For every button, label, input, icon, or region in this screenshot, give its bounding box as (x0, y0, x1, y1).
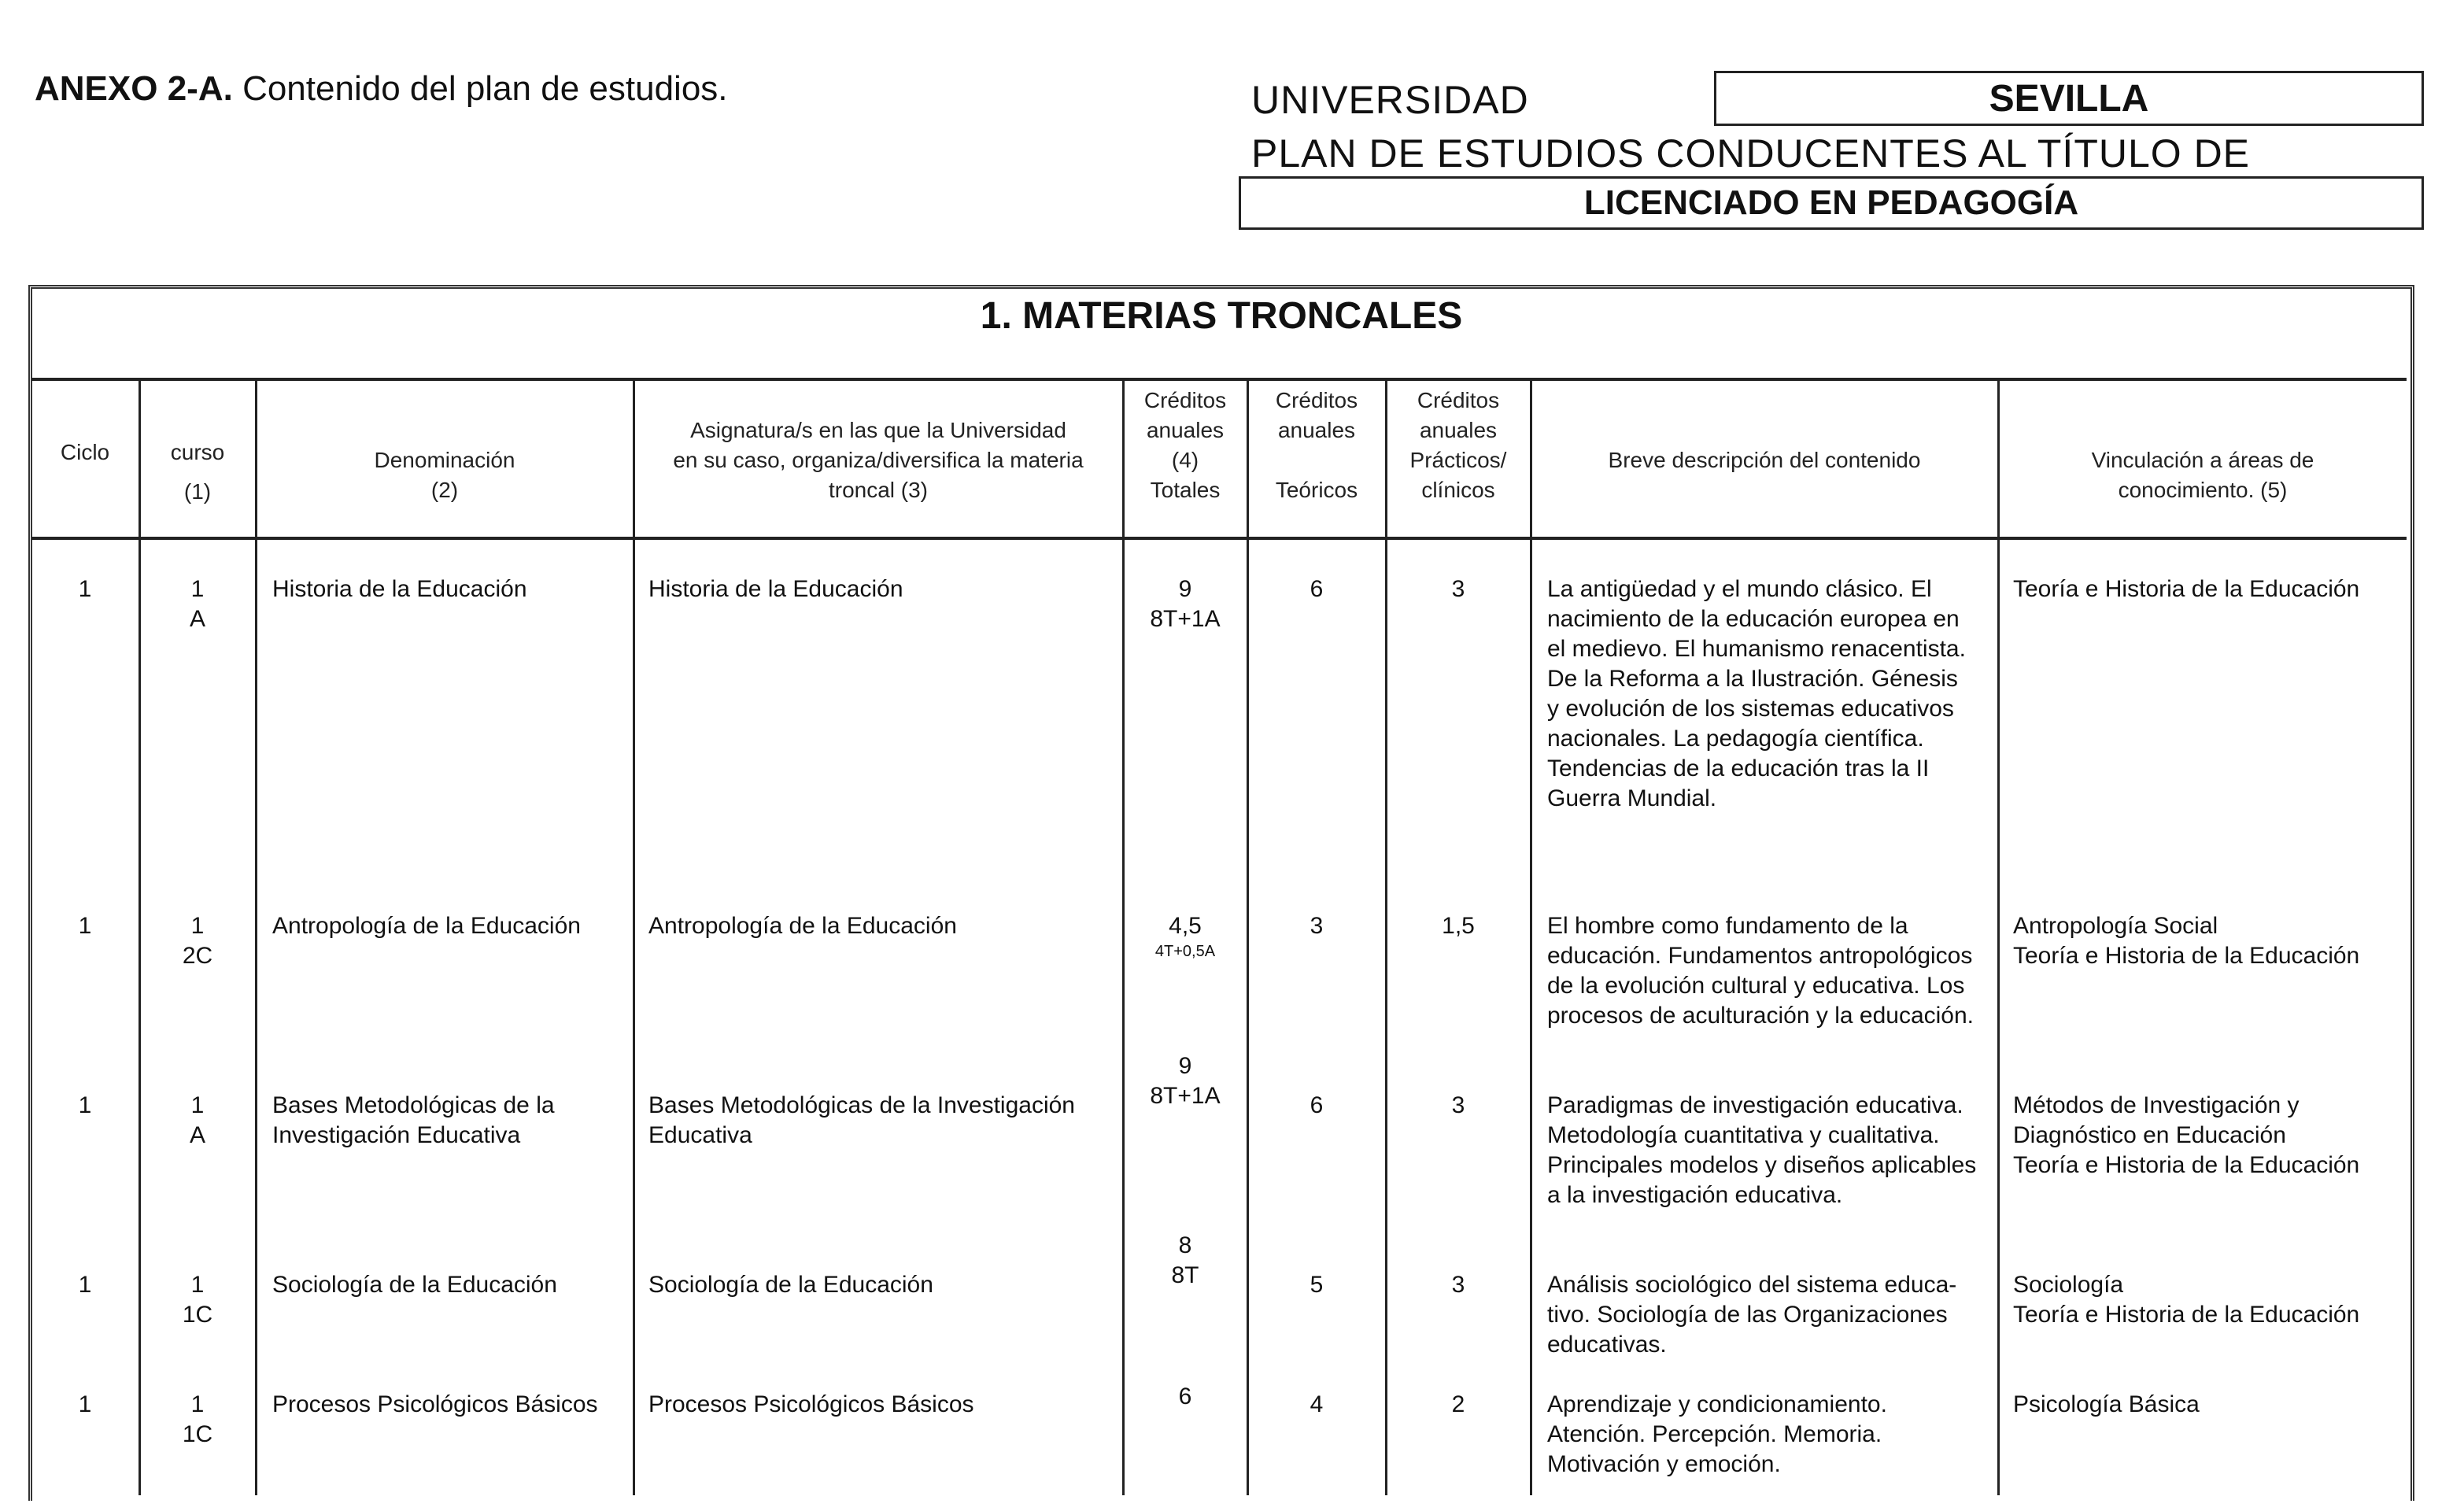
col-header-line: Créditos (1143, 388, 1227, 412)
cell-line: Educativa (648, 1122, 752, 1148)
header-bottom-rule (31, 537, 2407, 540)
cell-curso (140, 574, 255, 634)
cell-line: El hombre como fundamento de la (1547, 913, 1908, 939)
col-header-line: Totales (1150, 478, 1221, 502)
cell-line: procesos de aculturación y la educación. (1547, 1003, 1974, 1029)
cell-line: nacionales. La pedagogía científica. (1547, 726, 1924, 752)
cell-curso (140, 1390, 255, 1450)
cell-teoricos: 6 (1310, 576, 1324, 602)
annex-text: Contenido del plan de estudios. (242, 69, 728, 108)
col-header-line: en su caso, organiza/diversifica la materia (673, 448, 1084, 472)
cell-ciclo: 1 (78, 1391, 92, 1417)
cell-line: 8T (1171, 1262, 1199, 1288)
cell-vinculacion (2013, 911, 2399, 971)
cell-line: 4,5 (1169, 913, 1202, 939)
col-header-line: anuales (1277, 418, 1356, 442)
cell-denominacion (272, 1091, 623, 1151)
annex-label: ANEXO 2-A. (35, 69, 233, 108)
cell-ciclo: 1 (78, 1092, 92, 1118)
cell-line: Diagnóstico en Educación (2013, 1122, 2286, 1148)
plan-label: PLAN DE ESTUDIOS CONDUCENTES AL TÍTULO DE (1251, 131, 2251, 175)
cell-vinculacion (2013, 1270, 2399, 1330)
cell-line: y evolución de los sistemas educativos (1547, 696, 1954, 722)
cell-line: Análisis sociológico del sistema educa- (1547, 1272, 1957, 1298)
cell-line: 4T+0,5A (1154, 943, 1216, 960)
cell-line: Teoría e Historia de la Educación (2013, 1302, 2360, 1328)
cell-line: La antigüedad y el mundo clásico. El (1547, 576, 1932, 602)
col-header-asignatura (634, 416, 1122, 505)
cell-teoricos: 6 (1310, 1092, 1324, 1118)
cell-teoricos: 3 (1310, 913, 1324, 939)
col-header-line (1248, 445, 1385, 475)
cell-line: Métodos de Investigación y (2013, 1092, 2300, 1118)
col-header-line: (1) (183, 479, 212, 504)
cell-line: Motivación y emoción. (1547, 1451, 1781, 1477)
col-divider (633, 378, 635, 1495)
university-name: SEVILLA (1714, 71, 2424, 126)
col-header-curso (140, 438, 255, 507)
col-header-totales (1124, 386, 1247, 505)
cell-practicos: 3 (1451, 576, 1465, 602)
col-header-vinculacion (1999, 445, 2407, 505)
cell-line: Principales modelos y diseños aplicables (1547, 1152, 1977, 1178)
col-divider (1997, 378, 2000, 1495)
cell-vinculacion: Psicología Básica (2013, 1391, 2200, 1417)
cell-line: educación. Fundamentos antropológicos (1547, 943, 1973, 969)
col-header-ciclo: Ciclo (60, 440, 110, 464)
cell-practicos: 3 (1451, 1092, 1465, 1118)
col-header-line: Prácticos/ (1409, 448, 1507, 472)
cell-line: Aprendizaje y condicionamiento. (1547, 1391, 1887, 1417)
cell-line: el medievo. El humanismo renacentista. (1547, 636, 1966, 662)
cell-line: A (189, 606, 205, 632)
cell-curso (140, 911, 255, 971)
cell-line: 9 (1178, 576, 1192, 602)
cell-denominacion: Historia de la Educación (272, 576, 527, 602)
col-header-line: anuales (1146, 418, 1225, 442)
col-header-descripcion: Breve descripción del contenido (1608, 448, 1921, 472)
cell-asignatura: Antropología de la Educación (648, 913, 957, 939)
col-header-line: (2) (430, 478, 459, 502)
cell-asignatura (648, 1091, 1113, 1151)
cell-totales (1124, 574, 1247, 634)
col-header-line: conocimiento. (5) (2118, 478, 2288, 502)
cell-line: 1 (190, 576, 205, 602)
cell-descripcion (1547, 1390, 1985, 1480)
cell-line: de la evolución cultural y educativa. Los (1547, 973, 1965, 999)
cell-line: Bases Metodológicas de la (272, 1092, 555, 1118)
cell-line: nacimiento de la educación europea en (1547, 606, 1960, 632)
cell-line: Teoría e Historia de la Educación (2013, 943, 2360, 969)
cell-line: Antropología Social (2013, 913, 2218, 939)
cell-asignatura: Historia de la Educación (648, 576, 903, 602)
cell-line: 1C (182, 1421, 213, 1447)
cell-practicos: 3 (1451, 1272, 1465, 1298)
cell-line: Bases Metodológicas de la Investigación (648, 1092, 1075, 1118)
cell-totales (1124, 1231, 1247, 1291)
cell-line: 8 (1178, 1232, 1192, 1258)
cell-line: Sociología (2013, 1272, 2124, 1298)
cell-line: 1 (190, 1272, 205, 1298)
col-header-line: Créditos (1275, 388, 1358, 412)
cell-line: 1 (190, 1391, 205, 1417)
cell-line: Teoría e Historia de la Educación (2013, 1152, 2360, 1178)
col-header-line: curso (170, 440, 225, 464)
cell-line: A (189, 1122, 205, 1148)
cell-practicos: 1,5 (1442, 913, 1475, 939)
cell-line: 2C (182, 943, 213, 969)
col-divider (1530, 378, 1532, 1495)
cell-denominacion: Antropología de la Educación (272, 913, 581, 939)
col-header-teoricos (1248, 386, 1385, 505)
col-header-line: Créditos (1417, 388, 1500, 412)
cell-vinculacion: Teoría e Historia de la Educación (2013, 576, 2360, 602)
cell-descripcion (1547, 1270, 1985, 1360)
cell-line: tivo. Sociología de las Organizaciones (1547, 1302, 1948, 1328)
cell-totales (1124, 911, 1247, 962)
cell-line: Guerra Mundial. (1547, 785, 1717, 811)
degree-title: LICENCIADO EN PEDAGOGÍA (1239, 176, 2424, 230)
cell-descripcion (1547, 574, 1985, 814)
cell-teoricos: 5 (1310, 1272, 1324, 1298)
col-header-line: Asignatura/s en las que la Universidad (690, 418, 1066, 442)
cell-line: 9 (1178, 1053, 1192, 1079)
col-header-line: Denominación (374, 448, 515, 472)
annex-title (35, 69, 728, 109)
cell-asignatura: Procesos Psicológicos Básicos (648, 1391, 974, 1417)
cell-denominacion: Sociología de la Educación (272, 1272, 557, 1298)
cell-line: 8T+1A (1150, 1083, 1221, 1109)
col-header-line: Teóricos (1275, 478, 1358, 502)
cell-line: Metodología cuantitativa y cualitativa. (1547, 1122, 1940, 1148)
cell-line: a la investigación educativa. (1547, 1182, 1843, 1208)
col-header-practicos (1387, 386, 1530, 505)
col-header-line: Vinculación a áreas de (2091, 448, 2314, 472)
cell-ciclo: 1 (78, 576, 92, 602)
cell-curso (140, 1091, 255, 1151)
cell-curso (140, 1270, 255, 1330)
university-label: UNIVERSIDAD (1251, 78, 1529, 122)
col-header-line: anuales (1419, 418, 1498, 442)
cell-line: educativas. (1547, 1332, 1667, 1358)
cell-line: 1 (190, 913, 205, 939)
cell-vinculacion (2013, 1091, 2399, 1180)
header-top-rule (31, 378, 2407, 381)
cell-asignatura: Sociología de la Educación (648, 1272, 933, 1298)
cell-line: 1C (182, 1302, 213, 1328)
cell-line: 8T+1A (1150, 606, 1221, 632)
section-title: 1. MATERIAS TRONCALES (980, 295, 1463, 337)
cell-ciclo: 1 (78, 1272, 92, 1298)
cell-descripcion (1547, 1091, 1985, 1210)
cell-ciclo: 1 (78, 913, 92, 939)
col-divider (255, 378, 257, 1495)
col-header-line: (4) (1171, 448, 1199, 472)
cell-line: 1 (190, 1092, 205, 1118)
cell-totales (1124, 1051, 1247, 1111)
cell-practicos: 2 (1451, 1391, 1465, 1417)
cell-line: Paradigmas de investigación educativa. (1547, 1092, 1963, 1118)
cell-line: De la Reforma a la Ilustración. Génesis (1547, 666, 1958, 692)
col-header-line: clínicos (1421, 478, 1495, 502)
cell-totales: 6 (1178, 1384, 1192, 1409)
cell-line: Investigación Educativa (272, 1122, 521, 1148)
cell-teoricos: 4 (1310, 1391, 1324, 1417)
cell-line: Tendencias de la educación tras la II (1547, 756, 1930, 781)
col-header-line: troncal (3) (828, 478, 929, 502)
cell-denominacion: Procesos Psicológicos Básicos (272, 1391, 598, 1417)
cell-descripcion (1547, 911, 1985, 1031)
cell-line: Atención. Percepción. Memoria. (1547, 1421, 1882, 1447)
col-header-denominacion (257, 445, 633, 505)
